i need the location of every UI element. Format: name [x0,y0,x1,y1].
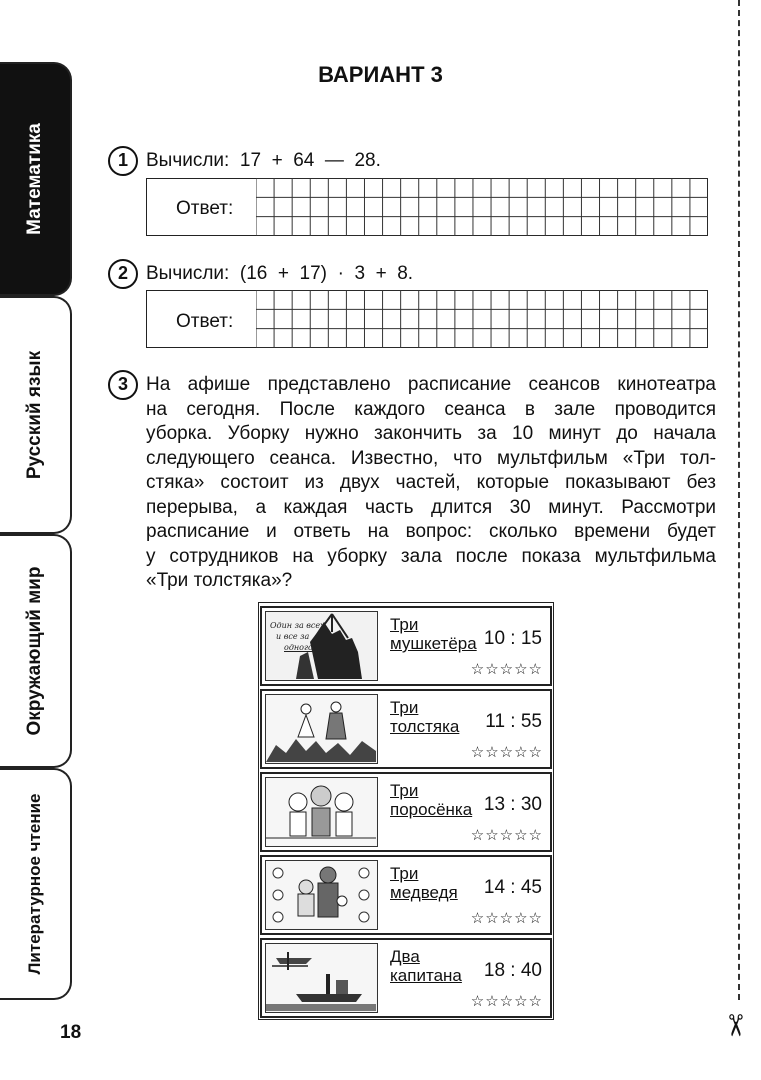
q3-line-8: у сотрудников на уборку зала после показа мультфильма [146,545,716,567]
ship-plane-picture [265,943,378,1013]
answer-label-1: Ответ: [176,198,234,219]
schedule-card-kapitana [260,938,552,1018]
question-3-number: 3 [108,370,138,400]
schedule-card-tolstyaka [260,689,552,769]
pigs-picture [265,777,378,847]
film-title-line2: капитана [390,966,462,985]
film-title[interactable] [390,864,458,902]
scissors-icon: ✂ [718,1012,752,1039]
answer-grid-1[interactable] [256,178,708,236]
bears-picture [265,860,378,930]
tab-world[interactable] [0,534,72,768]
schedule-card-porosenka [260,772,552,852]
question-3-text [146,373,716,594]
session-time: 11 : 55 [485,711,542,732]
rating-stars: ☆☆☆☆☆ [470,744,543,761]
q3-line-3: уборка. Уборку нужно закончить за 10 минут до начала [146,423,716,444]
motto-line-3: одного! [284,643,317,652]
q3-line-6: перерыва, а каждая часть длится 30 минут. Рассмотри [146,496,716,518]
film-title-line1: Три [390,864,419,883]
grid-svg-2 [256,290,708,348]
page-title: ВАРИАНТ 3 [318,62,443,87]
grid-svg-1 [256,178,708,236]
film-title[interactable] [390,615,477,653]
q3-line-4: следующего сеанса. Известно, что мультфильм «Три тол- [146,447,716,469]
schedule-card-musketeers [260,606,552,686]
film-title[interactable] [390,781,472,819]
film-title-line2: мушкетёра [390,634,477,653]
tab-mathematics-label: Математика [24,123,45,235]
q3-line-1: На афише представлено расписание сеансов кинотеатра [146,374,716,395]
schedule-card-medvedya [260,855,552,935]
tab-mathematics[interactable] [0,62,72,296]
tab-reading[interactable] [0,768,72,1000]
q3-line-7: расписание и ответь на вопрос: сколько времени будет [146,521,716,542]
session-time: 10 : 15 [483,628,542,649]
film-title-line1: Три [390,698,419,717]
film-title-line1: Три [390,615,419,634]
film-title-line1: Два [390,947,420,966]
q3-line-5: стяка» состоит из двух частей, которые показывают без [146,472,716,493]
q3-line-2: на сегодня. После каждого сеанса в зале проводится [146,398,716,420]
session-time: 18 : 40 [483,960,542,981]
cut-line [738,0,740,1000]
musketeers-picture [265,611,378,681]
rating-stars: ☆☆☆☆☆ [470,661,543,678]
film-title[interactable] [390,698,459,736]
answer-label-2: Ответ: [176,311,234,332]
film-title[interactable] [390,947,462,985]
tab-russian-label: Русский язык [24,350,45,480]
question-1-text: Вычисли: 17 + 64 — 28. [146,150,381,171]
rating-stars: ☆☆☆☆☆ [470,910,543,927]
tab-russian[interactable] [0,296,72,534]
motto-line-2: и все за [276,632,310,641]
page-number: 18 [60,1022,82,1043]
tab-reading-label: Литературное чтение [25,793,44,975]
q3-line-9: «Три толстяка»? [146,570,293,591]
film-title-line2: толстяка [390,717,460,736]
tab-world-label: Окружающий мир [24,566,45,736]
question-2-text: Вычисли: (16 + 17) · 3 + 8. [146,263,414,284]
session-time: 14 : 45 [483,877,542,898]
film-title-line2: медведя [390,883,458,902]
motto-line-1: Один за всех [270,621,325,630]
dancers-picture [265,694,378,764]
rating-stars: ☆☆☆☆☆ [470,827,543,844]
film-title-line2: поросёнка [390,800,473,819]
rating-stars: ☆☆☆☆☆ [470,993,543,1010]
film-title-line1: Три [390,781,419,800]
question-2-number: 2 [108,259,138,289]
question-1-number: 1 [108,146,138,176]
answer-grid-2[interactable] [256,290,708,348]
musketeers-motto [270,620,325,653]
session-time: 13 : 30 [483,794,542,815]
